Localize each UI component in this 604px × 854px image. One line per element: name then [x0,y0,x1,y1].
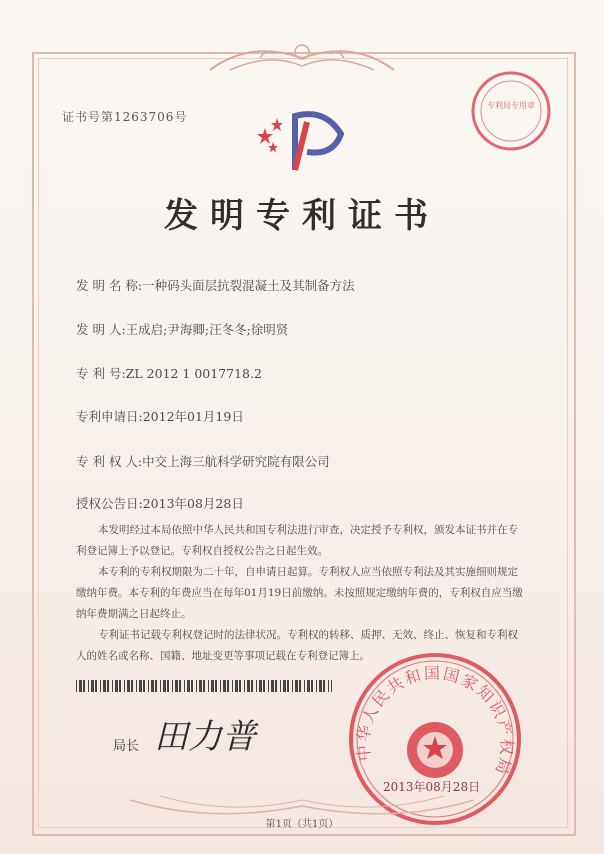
barcode-bar [220,680,221,692]
barcode-bar [304,680,305,692]
barcode-bar [299,680,301,692]
seal-small-text: 专利局专用章 [487,101,535,110]
barcode-bar [155,680,157,692]
barcode-bar [88,680,89,692]
barcode-bar [191,680,193,692]
barcode-bar [119,680,121,692]
invention-name-value: 一种码头面层抗裂混凝土及其制备方法 [142,278,355,293]
paragraph: 专利证书记载专利权登记时的法律状况。专利权的转移、质押、无效、终止、恢复和专利权人的姓名或名称、国籍、地址变更等事项记载在专利登记簿上。 [76,629,518,662]
filing-date-label: 专利申请日: [76,409,143,424]
barcode-bar [148,680,149,692]
seal-big-text: 中华人民共和国国家知识产权局 [353,663,517,779]
invention-name-label: 发 明 名 称: [76,278,143,293]
barcode-bar [187,680,190,692]
barcode-bar [100,680,101,692]
barcode-bar [227,680,229,692]
barcode-bar [271,680,274,692]
barcode-bar [103,680,106,692]
barcode-bar [95,680,97,692]
barcode-bar [292,680,293,692]
patent-office-seal-icon [468,68,554,154]
barcode-bar [172,680,173,692]
paragraph: 本专利的专利权期限为二十年，自申请日起算。专利权人应当依照专利法及其实施细则规定缴纳年费。本专利的年费应当在每年01月19日前缴纳。未按照规定缴纳年费的，专利权自应当缴纳年费期满之日起终止。 [76,566,523,620]
barcode-bar [295,680,298,692]
barcode-bar [259,680,262,692]
barcode-bar [143,680,145,692]
certificate-title: 发明专利证书 [164,196,440,236]
barcode-bar [115,680,118,692]
patent-number-field [76,364,262,382]
grant-date-field [76,494,244,512]
inventors-field [76,320,288,338]
barcode-bar [139,680,142,692]
invention-name-field [76,276,355,294]
barcode-bar [175,680,178,692]
barcode-bar [223,680,226,692]
barcode-bar [196,680,197,692]
barcode-bar [199,680,202,692]
barcode-bar [211,680,214,692]
barcode-bar [163,680,166,692]
barcode-bar [232,680,233,692]
barcode-bar [323,680,325,692]
grant-date-label: 授权公告日: [76,496,143,511]
barcode-bar [83,680,85,692]
barcode-bar [184,680,185,692]
signature-text: 田力普 [154,717,256,757]
barcode-bar [91,680,94,692]
patentee-field [76,452,330,470]
barcode-bar [112,680,113,692]
barcode-bar [215,680,217,692]
barcode-bar [280,680,281,692]
director-label: 局长 [113,739,140,754]
patentee-value: 中交上海三航科学研究院有限公司 [142,454,330,469]
seal-date: 2013年08月28日 [383,780,481,794]
barcode-bar [235,680,238,692]
barcode-bar [136,680,137,692]
barcode-bar [283,680,286,692]
barcode-bar [268,680,269,692]
grant-date-value: 2013年08月28日 [142,496,244,511]
inventors-label: 发 明 人: [76,322,126,337]
barcode-bar [263,680,265,692]
top-ornament [200,30,404,80]
barcode [76,680,332,692]
barcode-bar [275,680,277,692]
barcode-bar [79,680,82,692]
paragraph: 本发明经过本局依照中华人民共和国专利法进行审查，决定授予专利权，颁发本证书并在专利登记簿上予以登记。专利权自授权公告之日起生效。 [76,524,518,557]
barcode-bar [131,680,133,692]
page-number: 第1页（共1页） [265,819,339,830]
barcode-bar [316,680,317,692]
barcode-bar [160,680,161,692]
barcode-bar [287,680,289,692]
barcode-bar [124,680,125,692]
barcode-bar [167,680,169,692]
barcode-bar [208,680,209,692]
barcode-bar [151,680,154,692]
director-signature [146,706,296,766]
barcode-bar [251,680,253,692]
barcode-bar [244,680,245,692]
barcode-bar [107,680,109,692]
barcode-bar [127,680,130,692]
certificate-body [76,520,526,667]
patent-number-value: ZL 2012 1 0017718.2 [125,366,262,381]
filing-date-field [76,407,244,425]
certificate-number: 证书号第1263706号 [62,110,188,124]
barcode-bar [247,680,250,692]
barcode-bar [76,680,77,692]
barcode-bar [239,680,241,692]
barcode-bar [179,680,181,692]
barcode-bar [331,680,332,692]
barcode-bar [203,680,205,692]
patent-number-label: 专 利 号: [76,366,126,381]
filing-date-value: 2012年01月19日 [142,409,244,424]
barcode-bar [328,680,329,692]
barcode-bar [319,680,322,692]
patentee-label: 专 利 权 人: [76,454,143,469]
barcode-bar [256,680,257,692]
inventors-value: 王成启;尹海卿;汪冬冬;徐明贤 [125,322,289,337]
barcode-bar [307,680,310,692]
patent-emblem-icon [255,100,355,180]
barcode-bar [311,680,313,692]
